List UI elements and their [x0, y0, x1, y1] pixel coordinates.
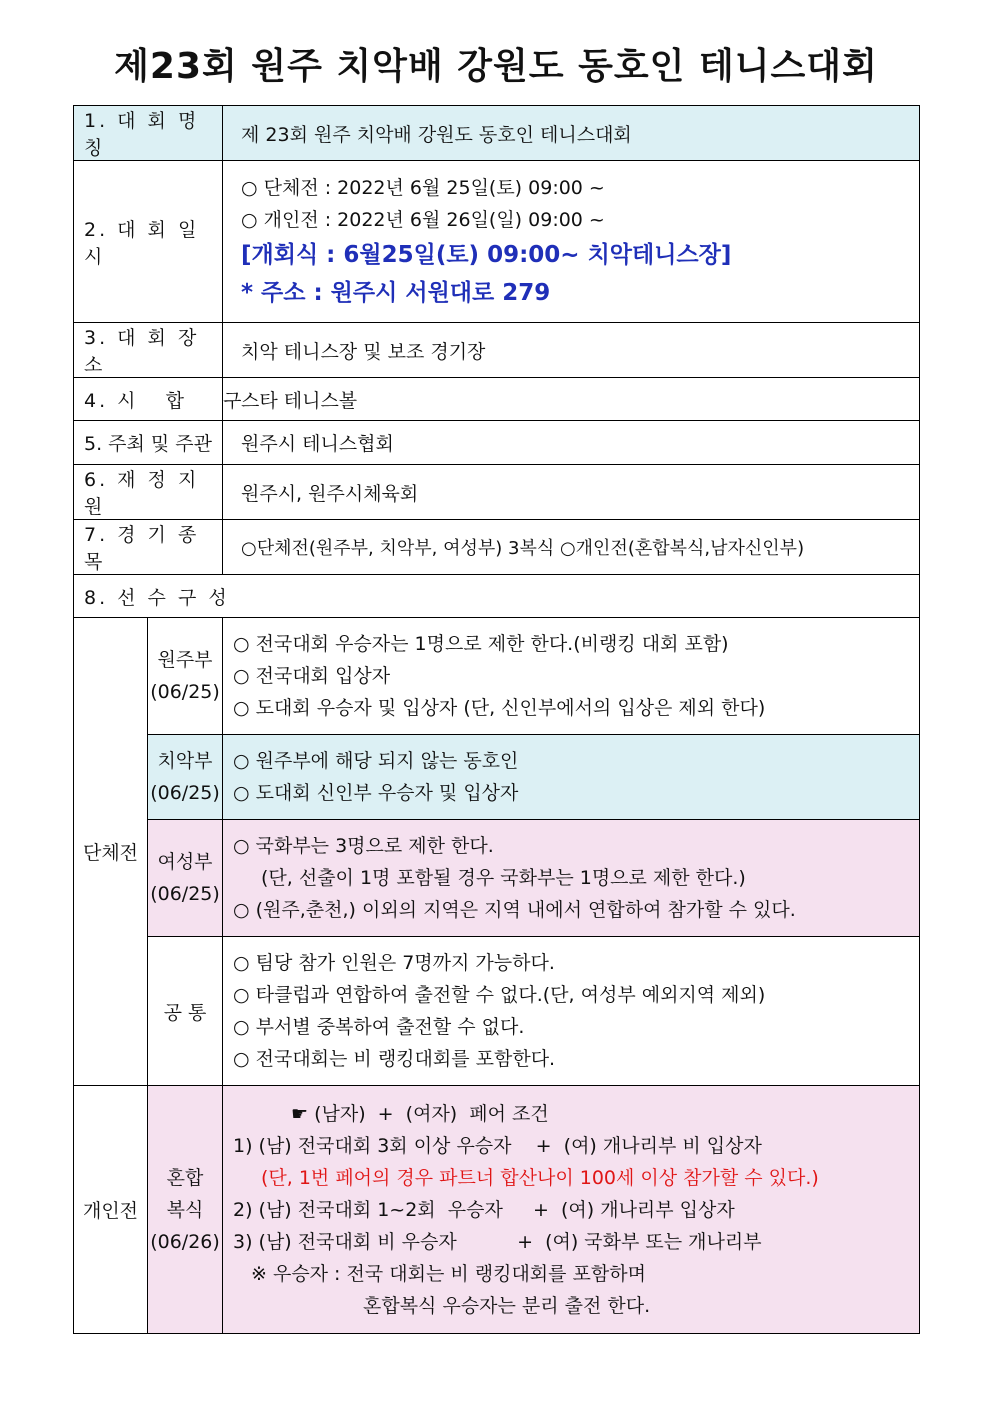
pair-condition-1-note: (단, 1번 페어의 경우 파트너 합산나이 100세 이상 참가할 수 있다.) — [261, 1166, 819, 1189]
pair-condition-2: 2) (남) 전국대회 1~2회 우승자 + (여) 개나리부 입상자 — [233, 1198, 735, 1221]
value-events: ○단체전(원주부, 치악부, 여성부) 3복식 ○개인전(혼합복식,남자신인부) — [223, 520, 920, 575]
women-division-label: 여성부 (06/25) — [148, 820, 223, 937]
winner-note-1: ※ 우승자 : 전국 대회는 비 랭킹대회를 포함하며 — [251, 1262, 646, 1285]
row-tournament-date — [74, 161, 920, 323]
pair-condition-3: 3) (남) 전국대회 비 우승자 + (여) 국화부 또는 개나리부 — [233, 1230, 762, 1253]
row-ball — [74, 378, 920, 421]
pair-condition-1: 1) (남) 전국대회 3회 이상 우승자 + (여) 개나리부 비 입상자 — [233, 1134, 762, 1157]
page-title: 제23회 원주 치악배 강원도 동호인 테니스대회 — [114, 46, 878, 87]
mixed-doubles-label: 혼합 복식 (06/26) — [148, 1086, 223, 1334]
value-host: 원주시 테니스협회 — [223, 421, 920, 465]
value-tournament-name: 제 23회 원주 치악배 강원도 동호인 테니스대회 — [223, 106, 920, 161]
value-ball: 스타 테니스볼 — [223, 378, 920, 421]
row-common-rules — [74, 937, 920, 1086]
label-ball: 4. 시 합 구 — [74, 378, 223, 421]
label-composition: 8. 선 수 구 성 — [74, 575, 920, 618]
row-tournament-name — [74, 106, 920, 161]
row-wonju-division — [74, 618, 920, 735]
tournament-info-table — [73, 105, 920, 1334]
row-composition — [74, 575, 920, 618]
label-tournament-date: 2. 대 회 일 시 — [74, 161, 223, 323]
mixed-doubles-rules — [223, 1086, 920, 1334]
label-team-event: 단체전 — [74, 618, 148, 1086]
row-venue — [74, 323, 920, 378]
row-individual-event — [74, 1086, 920, 1334]
label-sponsor: 6. 재 정 지 원 — [74, 465, 223, 520]
label-events: 7. 경 기 종 목 — [74, 520, 223, 575]
winner-note-2: 혼합복식 우승자는 분리 출전 한다. — [363, 1294, 651, 1317]
wonju-division-rules: ○ 전국대회 우승자는 1명으로 제한 한다.(비랭킹 대회 포함) ○ 전국대회 입상자 ○ 도대회 우승자 및 입상자 (단, 신인부에서의 입상은 제외 한다) — [223, 618, 920, 735]
date-individual-line: ○ 개인전 : 2022년 6월 26일(일) 09:00 ~ — [241, 208, 605, 231]
women-division-rules: ○ 국화부는 3명으로 제한 한다. (단, 선출이 1명 포함될 경우 국화부는 1명으로 제한 한다.) ○ (원주,춘천,) 이외의 지역은 지역 내에서 연합하여 참가할 수 있다. — [223, 820, 920, 937]
value-sponsor: 원주시, 원주시체육회 — [223, 465, 920, 520]
row-events — [74, 520, 920, 575]
date-team-line: ○ 단체전 : 2022년 6월 25일(토) 09:00 ~ — [241, 176, 605, 199]
chiak-division-label: 치악부 (06/25) — [148, 735, 223, 820]
common-label: 공 통 — [148, 937, 223, 1086]
chiak-division-rules: ○ 원주부에 해당 되지 않는 동호인 ○ 도대회 신인부 우승자 및 입상자 — [223, 735, 920, 820]
label-venue: 3. 대 회 장 소 — [74, 323, 223, 378]
row-women-division — [74, 820, 920, 937]
label-individual-event: 개인전 — [74, 1086, 148, 1334]
row-host — [74, 421, 920, 465]
wonju-division-label: 원주부 (06/25) — [148, 618, 223, 735]
row-sponsor — [74, 465, 920, 520]
value-venue: 치악 테니스장 및 보조 경기장 — [223, 323, 920, 378]
address-line: * 주소 : 원주시 서원대로 279 — [241, 279, 551, 306]
label-host: 5. 주최 및 주관 — [74, 421, 223, 465]
opening-ceremony-line: [개회식 : 6월25일(토) 09:00~ 치악테니스장] — [241, 241, 732, 268]
row-chiak-division — [74, 735, 920, 820]
value-tournament-date — [223, 161, 920, 323]
pair-condition-heading: ☛ (남자) + (여자) 페어 조건 — [291, 1102, 549, 1125]
common-rules: ○ 팀당 참가 인원은 7명까지 가능하다. ○ 타클럽과 연합하여 출전할 수 없다.(단, 여성부 예외지역 제외) ○ 부서별 중복하여 출전할 수 없다. ○ 전국대회는 비 랭킹대회를 포함한다. — [223, 937, 920, 1086]
label-tournament-name: 1. 대 회 명 칭 — [74, 106, 223, 161]
